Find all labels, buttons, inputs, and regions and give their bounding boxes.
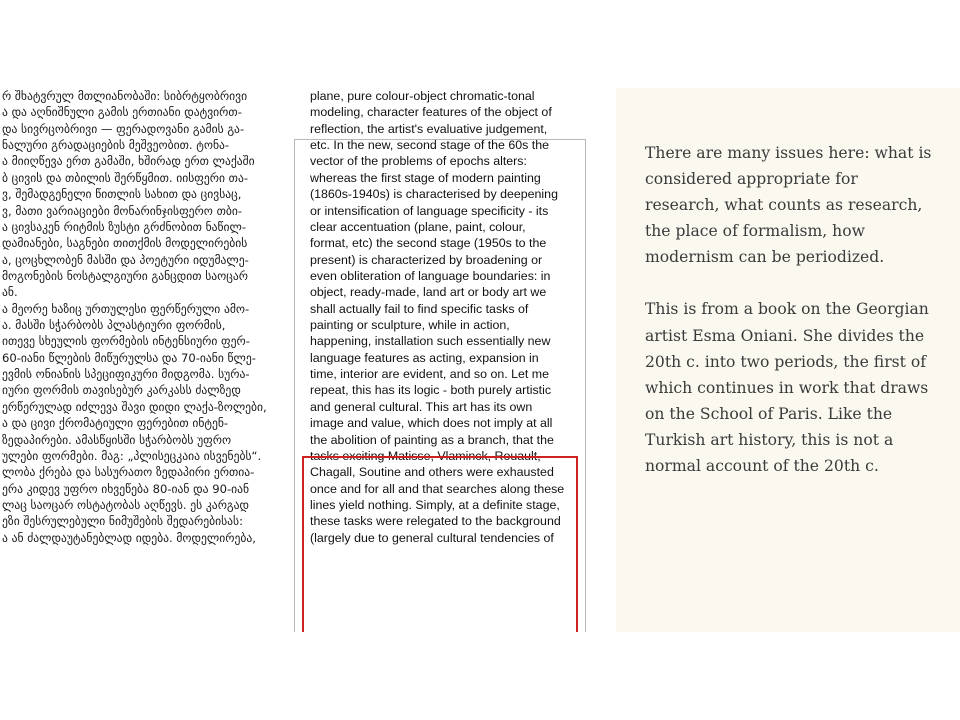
- georgian-text-column: [2, 88, 292, 546]
- text-line: image and value, which does not imply at all: [310, 416, 553, 431]
- text-line: or intensification of language specificity - its: [310, 203, 549, 218]
- text-line: present) is characterized by broadening or: [310, 252, 543, 267]
- text-line: ა მიიღწევა ერთ გამაში, ხშირად ერთ ლაქაში: [2, 154, 255, 169]
- text-line: ა ან ძალდაუტანებლად იდება. მოდელირება,: [2, 530, 256, 545]
- text-line: დამიანები, საგნები თითქმის მოდელირების: [2, 236, 248, 251]
- scanned-book-page: [0, 84, 588, 632]
- text-line: and general cultural. This art has its own: [310, 399, 533, 414]
- text-line: ნალური გრადაციების მეშვეობით. ტონა-: [2, 138, 230, 153]
- text-line: happening, installation such essentially new: [310, 334, 551, 349]
- note-paragraph-1: There are many issues here: what is considered appropriate for research, what counts as research, the place of formalism, how modernism can be periodized.: [645, 144, 932, 267]
- text-line: იური ფორმის თავისებურ კარკასს ძალზედ: [2, 383, 241, 398]
- text-line: ა და ცივი ქრომატიული ფერებით ინტენ-: [2, 416, 229, 431]
- text-line: lines yield nothing. Simply, at a definite stage,: [310, 497, 560, 512]
- text-line: repeat, this has its logic - both purely artistic: [310, 383, 552, 398]
- text-line: ვ, მათი ვარიაციები მონარინჯისფერო თბი-: [2, 203, 243, 218]
- text-line: once and for all and that searches along these: [310, 481, 565, 496]
- text-line: plane, pure colour-object chromatic-tonal: [310, 89, 535, 103]
- text-line: ან.: [2, 285, 18, 300]
- text-line: vector of the problems of epochs alters:: [310, 154, 527, 169]
- text-line: painting or sculpture, while in action,: [310, 318, 510, 333]
- text-line: ულები ფორმები. მაგ: „პლისეცკაია ისვენებს“.: [2, 448, 262, 463]
- text-line: ა ცივსაკენ რიტმის ზუსტი გრძნობით ნაწილ-: [2, 219, 247, 234]
- commentary-note: [645, 140, 935, 479]
- text-line: etc. In the new, second stage of the 60s the: [310, 138, 550, 153]
- text-line: 60-იანი წლების მიწურულსა და 70-იანი წლე-: [2, 350, 256, 365]
- text-line: reflection, the artist's evaluative judgement,: [310, 121, 548, 136]
- note-paragraph-2: This is from a book on the Georgian artist Esma Oniani. She divides the 20th c. into two periods, the first of which continues in work that draws on the School of Paris. Like the Turkish art history, this is not a normal account of the 20th c.: [645, 300, 929, 476]
- text-line: და სივრცობრივი — ფერადოვანი გამის გა-: [2, 121, 245, 136]
- text-line: ითევე სხეულის ფორმების ინტენსიური ფერ-: [2, 334, 250, 349]
- text-line: language features as acting, expansion in: [310, 350, 539, 365]
- text-line: ერა კიდევ უფრო იხვეწება 80-იან და 90-იან: [2, 481, 250, 496]
- text-line: ა, ცოცხლობენ მასში და პოეტური იდუმალე-: [2, 252, 249, 267]
- text-line: ეზი შესრულებული ნიმუშების შედარებისას:: [2, 514, 244, 529]
- text-line: object, ready-made, land art or body art we: [310, 285, 547, 300]
- text-line: ერწერულად იძლევა შავი დიდი ლაქა-ზოლები,: [2, 399, 267, 414]
- text-line: მოგონების ნოსტალგიური განცდით საოცარ: [2, 268, 249, 283]
- text-line: tasks exciting Matisse, Vlaminck, Rouault,: [310, 448, 541, 463]
- text-line: format, etc) the second stage (1950s to the: [310, 236, 547, 251]
- text-line: whereas the first stage of modern painting: [310, 170, 541, 185]
- highlight-box: [302, 456, 578, 632]
- text-line: time, interior are evident, and so on. Let me: [310, 367, 549, 382]
- text-line: ზედაპირები. ამასწყისში სჭარბობს უფრო: [2, 432, 232, 447]
- text-line: ვ, შემადგენელი წითლის სახით და ცივსაც,: [2, 187, 242, 202]
- text-line: (largely due to general cultural tendencies of: [310, 530, 554, 545]
- text-line: ა და აღნიშნული გამის ერთიანი დატვირთ-: [2, 105, 242, 120]
- text-line: ევმის ონიანის სპეციფიკური მიდგომა. სურა-: [2, 367, 250, 382]
- text-line: shall actually fail to find specific tasks of: [310, 301, 529, 316]
- text-line: the abolition of painting as a branch, that the: [310, 432, 554, 447]
- text-line: even obliteration of language boundaries: in: [310, 268, 551, 283]
- text-line: ა. მასში სჭარბობს პლასტიური ფორმის,: [2, 318, 226, 333]
- text-line: რ შხატვრულ მთლიანობაში: სიბრტყობრივი: [2, 89, 248, 103]
- text-line: ლობა ქრება და სასურათო ზედაპირი ერთია-: [2, 465, 255, 480]
- text-line: ა მეორე ხაზიც ურთულესი ფერწერული ამო-: [2, 301, 250, 316]
- text-line: clear accentuation (plane, paint, colour,: [310, 219, 526, 234]
- text-line: these tasks were relegated to the background: [310, 514, 561, 529]
- text-line: ლაც საოცარ ოსტატობას აღწევს. ეს კარგად: [2, 497, 250, 512]
- text-line: (1860s-1940s) is characterised by deepening: [310, 187, 558, 202]
- text-line: ბ ცივის და თბილის შერწყმით. იისფერი თა-: [2, 170, 249, 185]
- paragraph-spacer: [645, 270, 935, 296]
- text-line: modeling, character features of the object of: [310, 105, 552, 120]
- text-line: Chagall, Soutine and others were exhausted: [310, 465, 554, 480]
